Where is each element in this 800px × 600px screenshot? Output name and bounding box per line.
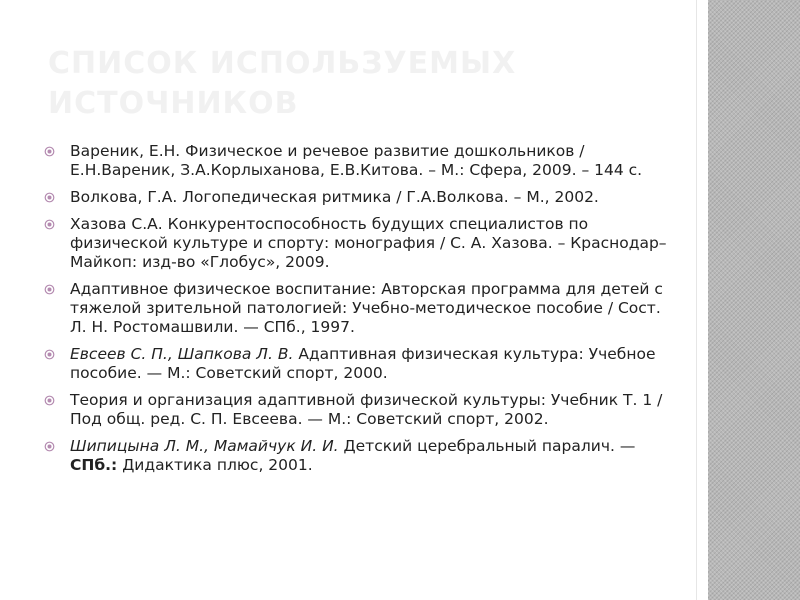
title-line-1: СПИСОК ИСПОЛЬЗУЕМЫХ	[48, 46, 517, 81]
reference-authors: Шипицына Л. М., Мамайчук И. И.	[70, 437, 339, 455]
reference-text: Адаптивная физическая культура: Учебное пособие. — М.: Советский спорт, 2000.	[70, 345, 656, 382]
reference-text: Вареник, Е.Н. Физическое и речевое развитие дошкольников / Е.Н.Вареник, З.А.Корлыханова, Е.В.Китова. – М.: Сфера, 2009. – 144 с.	[70, 142, 643, 179]
reference-text: Волкова, Г.А. Логопедическая ритмика / Г.А.Волкова. – М., 2002.	[70, 188, 599, 206]
reference-text: Теория и организация адаптивной физической культуры: Учебник Т. 1 / Под общ. ред. С. П. Евсеева. — М.: Советский спорт, 2002.	[70, 391, 663, 428]
reference-text: Детский церебральный паралич. —	[338, 437, 636, 455]
reference-list	[42, 142, 682, 483]
reference-item	[42, 215, 682, 272]
side-divider-line	[696, 0, 697, 600]
title-line-2: ИСТОЧНИКОВ	[48, 86, 299, 121]
circle-bullet-icon	[44, 219, 55, 230]
circle-bullet-icon	[44, 146, 55, 157]
reference-publisher-city: СПб.:	[70, 456, 118, 474]
reference-item	[42, 345, 682, 383]
decorative-side-band	[708, 0, 800, 600]
reference-item	[42, 142, 682, 180]
slide-title	[48, 44, 688, 124]
circle-bullet-icon	[44, 349, 55, 360]
circle-bullet-icon	[44, 441, 55, 452]
circle-bullet-icon	[44, 192, 55, 203]
reference-item	[42, 437, 682, 475]
reference-text: Адаптивное физическое воспитание: Авторская программа для детей с тяжелой зрительной патологией: Учебно-методическое пособие / Сост. Л. Н. Ростомашвили. — СПб., 1997.	[70, 280, 663, 336]
reference-text: Дидактика плюс, 2001.	[117, 456, 313, 474]
reference-item	[42, 391, 682, 429]
reference-item	[42, 280, 682, 337]
reference-authors: Евсеев С. П., Шапкова Л. В.	[70, 345, 294, 363]
reference-item	[42, 188, 682, 207]
reference-text: Хазова С.А. Конкурентоспособность будущих специалистов по физической культуре и спорту: монография / С. А. Хазова. – Краснодар–Майкоп: изд-во «Глобус», 2009.	[70, 215, 667, 271]
circle-bullet-icon	[44, 284, 55, 295]
circle-bullet-icon	[44, 395, 55, 406]
